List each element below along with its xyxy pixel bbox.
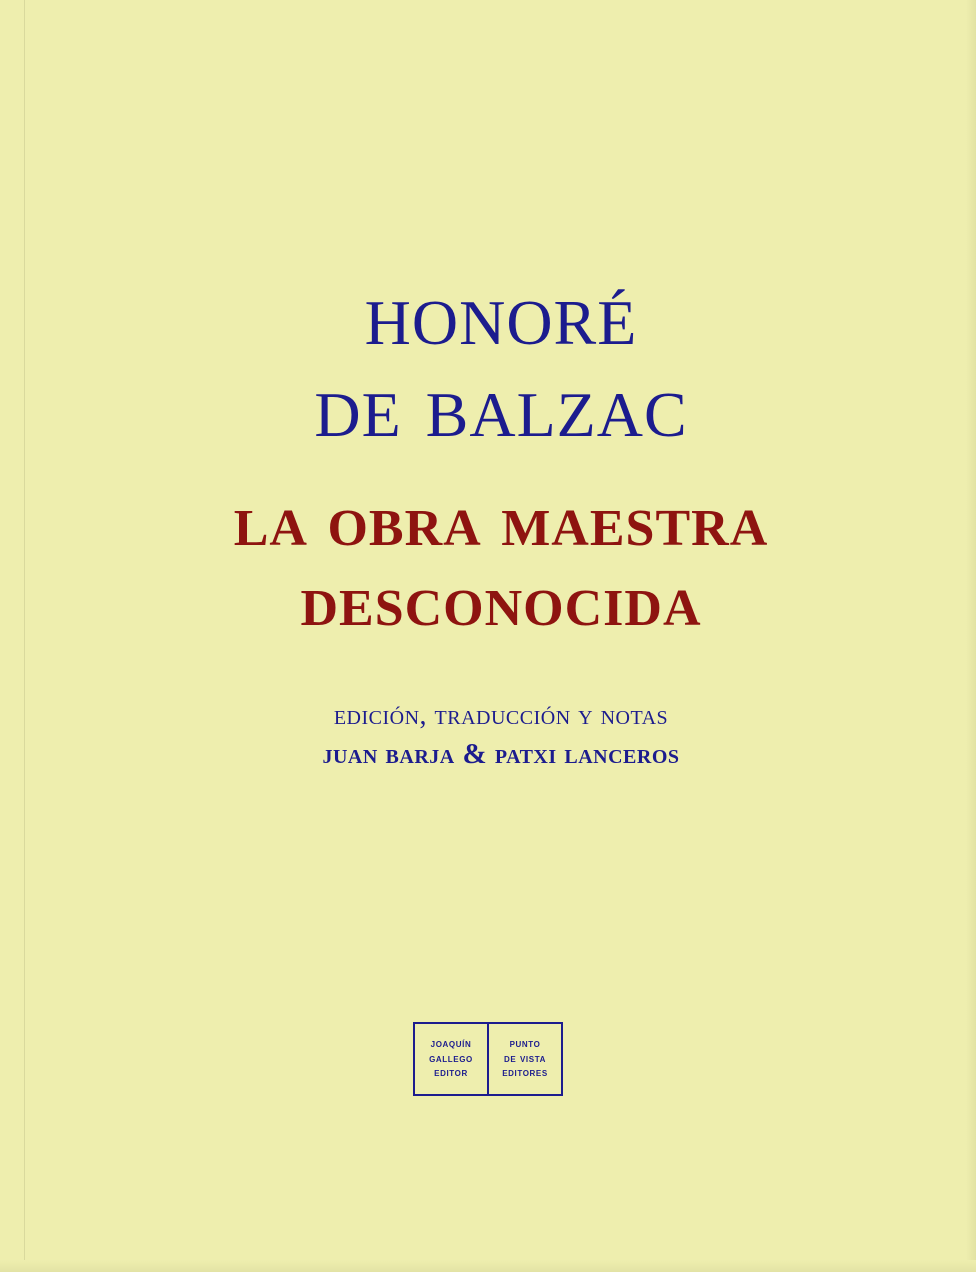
spine-shading xyxy=(0,0,26,1272)
author-name-line-1: honoré xyxy=(364,262,638,364)
credits-editor-names: juan barja & patxi lanceros xyxy=(322,738,680,771)
author-name-line-2: de balzac xyxy=(314,354,688,457)
publisher-logo-right-line-2: de vista xyxy=(504,1052,546,1065)
book-title xyxy=(26,480,976,643)
publisher-logo-right-line-3: editores xyxy=(502,1067,548,1080)
book-title-line-1: la obra maestra xyxy=(233,480,769,563)
publisher-logo-left xyxy=(415,1024,489,1094)
credits-role-label: edición, traducción y notas xyxy=(333,700,669,732)
author-name xyxy=(26,262,976,457)
publisher-logo-right-line-1: punto xyxy=(509,1037,541,1050)
book-title-line-2: desconocida xyxy=(300,560,702,643)
spine-fold-line xyxy=(24,0,25,1272)
publisher-logo-left-line-2: gallego xyxy=(429,1052,473,1065)
publisher-logo xyxy=(413,1022,563,1096)
edition-credits xyxy=(26,700,976,771)
publisher-logo-left-line-3: editor xyxy=(434,1067,468,1080)
publisher-logo-right xyxy=(489,1024,561,1094)
publisher-logo-left-line-1: joaquín xyxy=(430,1037,472,1050)
